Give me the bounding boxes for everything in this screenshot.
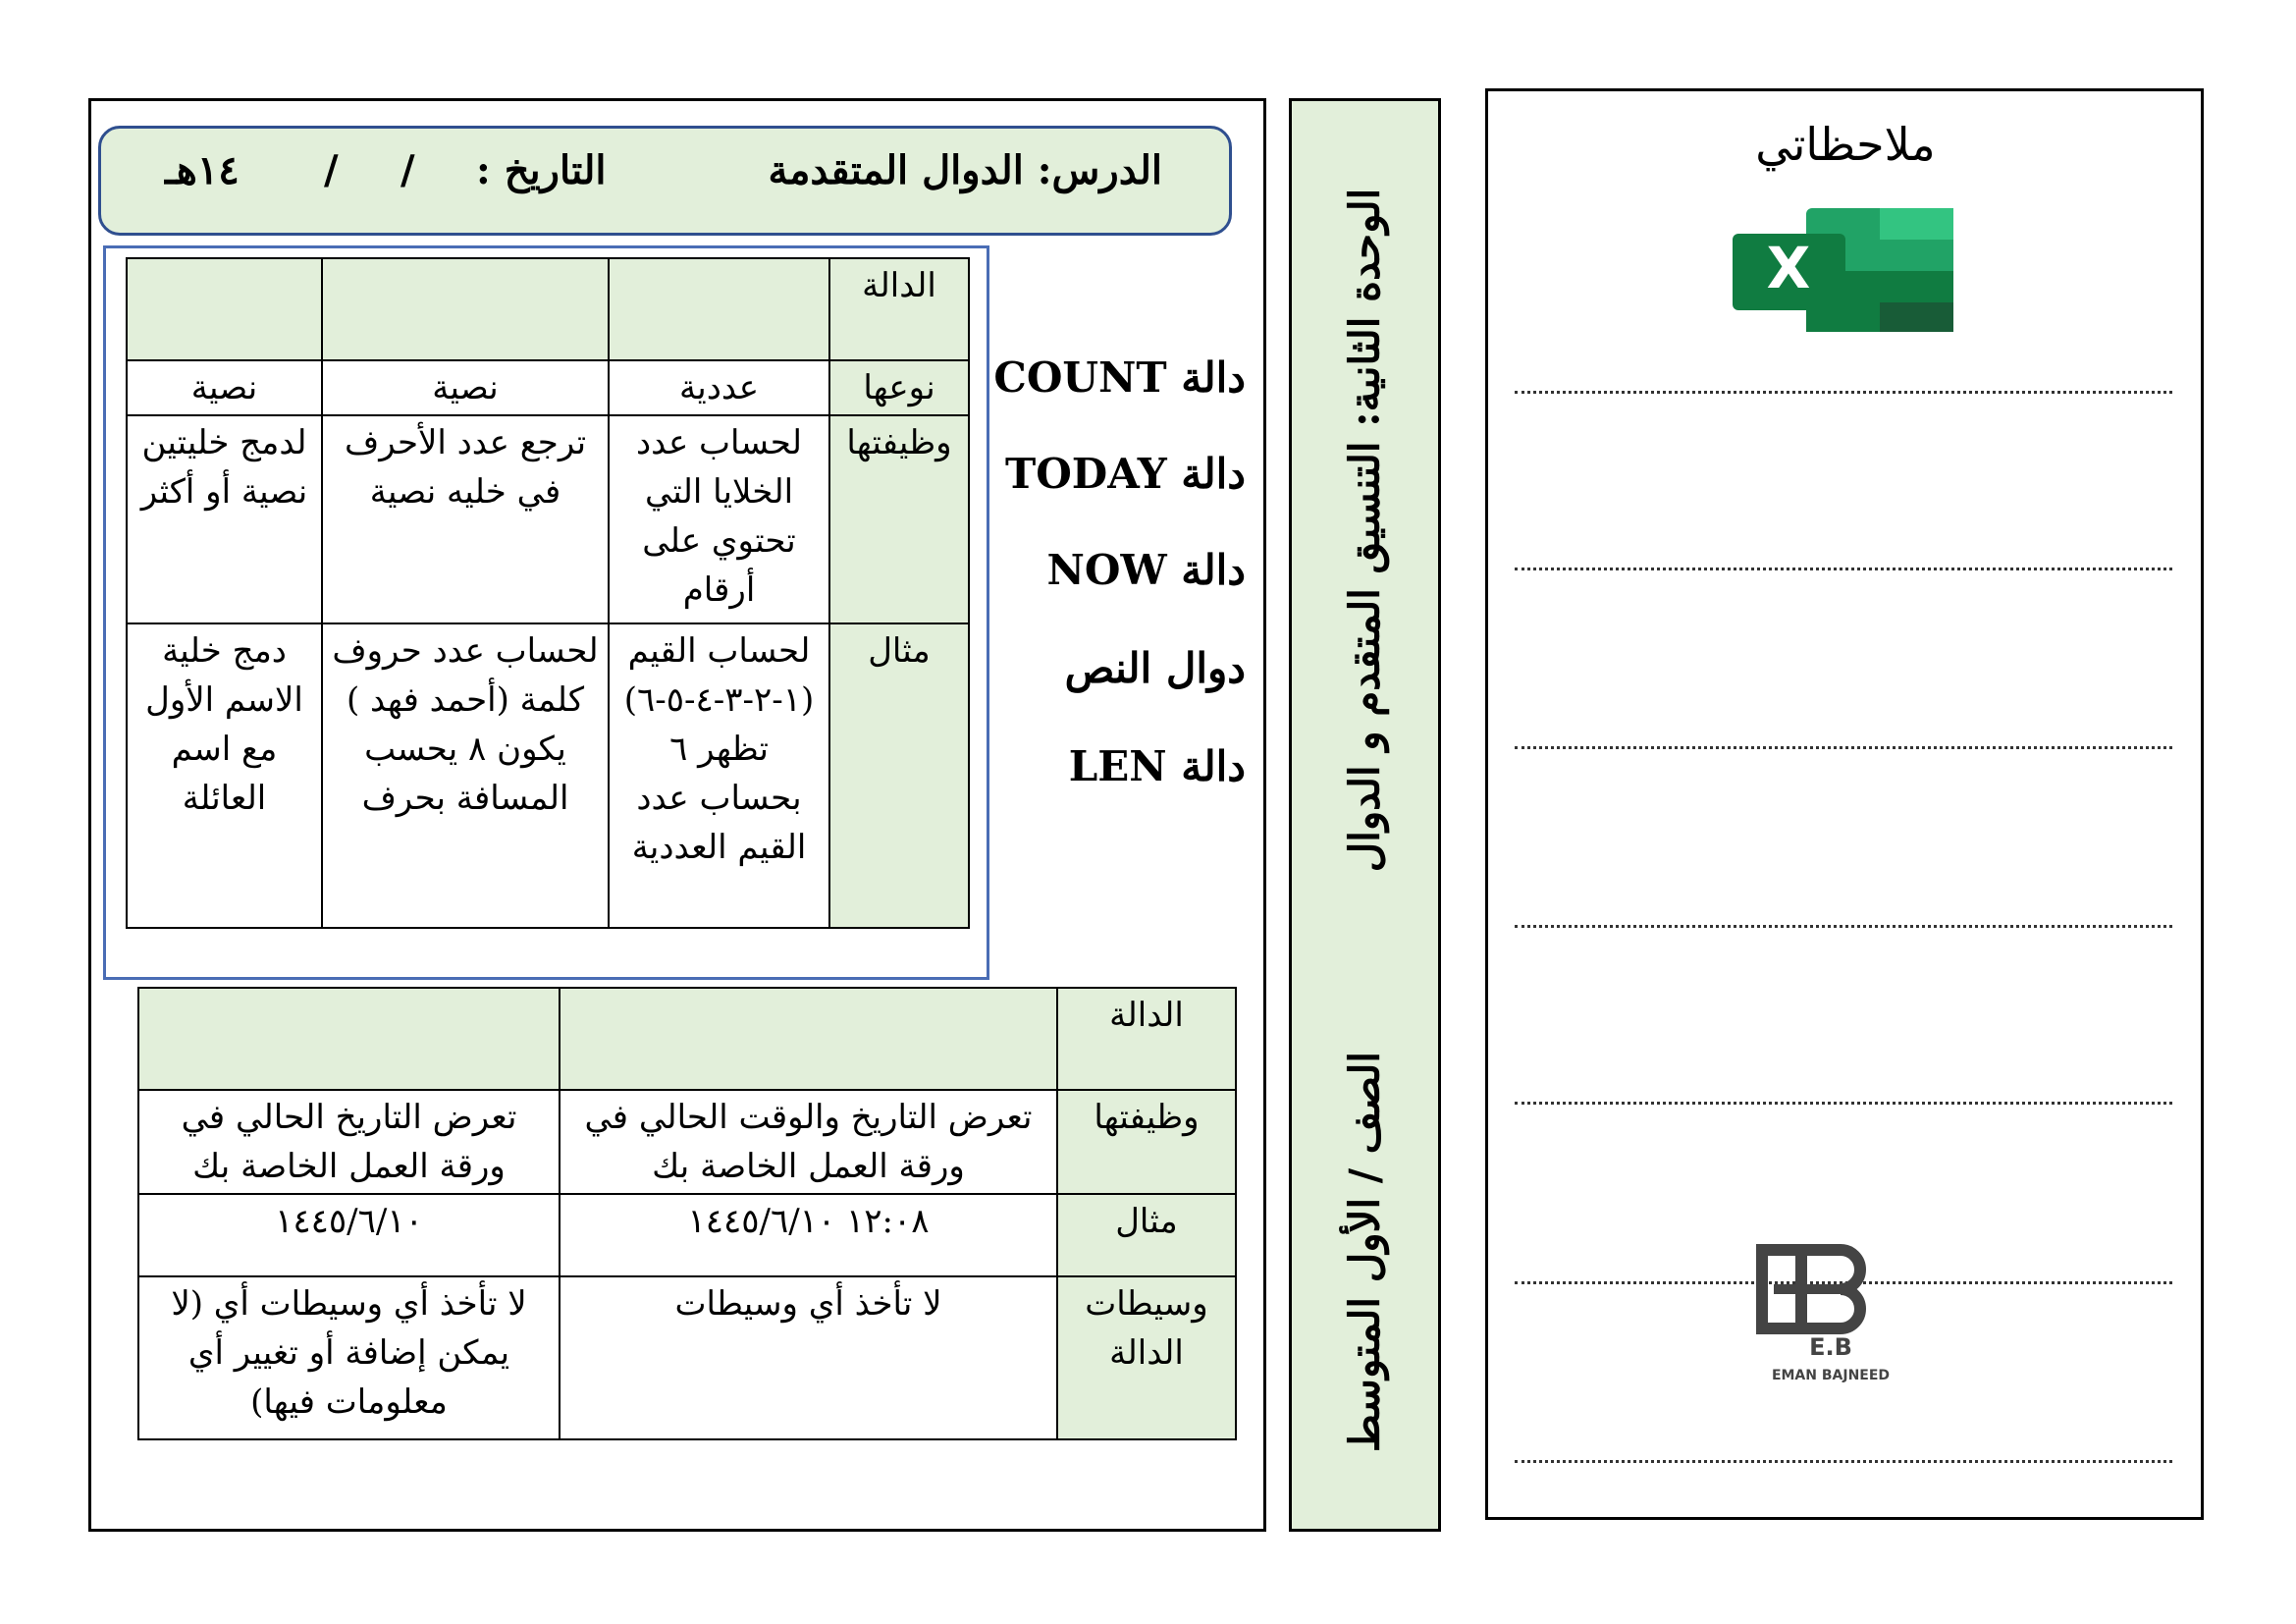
- table-header-cell: [127, 258, 322, 360]
- row-label: وظيفتها: [829, 415, 969, 623]
- table-header-cell: الدالة: [829, 258, 969, 360]
- notes-line: [1515, 568, 2172, 570]
- notes-title: ملاحظاتي: [1755, 118, 1936, 171]
- notes-line: [1515, 1460, 2172, 1463]
- table-cell: لدمج خليتين نصية أو أكثر: [127, 415, 322, 623]
- row-label: نوعها: [829, 360, 969, 415]
- table-header-cell: [609, 258, 829, 360]
- date-functions-table: [137, 987, 1237, 1440]
- grade-title: الصف / الأول المتوسط: [1340, 1051, 1389, 1453]
- table-cell: لحساب عدد حروف كلمة (أحمد فهد ) يكون ٨ يحسب المسافة بحرف: [322, 623, 609, 928]
- row-label: وظيفتها: [1057, 1090, 1236, 1194]
- table-cell: دمج خلية الاسم الأول مع اسم العائلة: [127, 623, 322, 928]
- row-label: مثال: [1057, 1194, 1236, 1276]
- notes-line: [1515, 925, 2172, 928]
- date-separator: /: [324, 147, 339, 193]
- date-label: التاريخ :: [476, 147, 607, 193]
- table-cell: لا تأخذ أي وسيطات أي (لا يمكن إضافة أو تغيير أي معلومات فيها): [138, 1276, 560, 1439]
- table-header-cell: [560, 988, 1057, 1090]
- function-label: دالة NOW: [1046, 546, 1246, 594]
- table-cell: لا تأخذ أي وسيطات: [560, 1276, 1057, 1439]
- date-separator: /: [400, 147, 415, 193]
- table-cell: تعرض التاريخ الحالي في ورقة العمل الخاصة بك: [138, 1090, 560, 1194]
- function-label: دوال النص: [1064, 644, 1246, 692]
- notes-line: [1515, 746, 2172, 749]
- text-functions-table: [126, 257, 970, 929]
- table-cell: ترجع عدد الأحرف في خليه نصية: [322, 415, 609, 623]
- unit-title: الوحدة الثانية: التنسيق المتقدم و الدوال: [1340, 188, 1389, 873]
- row-label: مثال: [829, 623, 969, 928]
- table-cell: نصية: [127, 360, 322, 415]
- table-cell: لحساب القيم (١-٢-٣-٤-٥-٦) تظهر ٦ بحساب عدد القيم العددية: [609, 623, 829, 928]
- logo-caption: EMAN BAJNEED: [1771, 1368, 1891, 1383]
- table-cell: ١٤٤٥/٦/١٠: [138, 1194, 560, 1276]
- table-cell: عددية: [609, 360, 829, 415]
- notes-line: [1515, 391, 2172, 394]
- excel-icon: [1733, 206, 1958, 334]
- eb-logo: [1733, 1242, 1929, 1389]
- notes-line: [1515, 1102, 2172, 1105]
- hijri-year: ١٤هـ: [165, 147, 240, 193]
- table-cell: ١٢:٠٨ ١٤٤٥/٦/١٠: [560, 1194, 1057, 1276]
- lesson-title: الدرس: الدوال المتقدمة: [768, 147, 1162, 193]
- table-header-cell: الدالة: [1057, 988, 1236, 1090]
- table-cell: نصية: [322, 360, 609, 415]
- svg-text:X: X: [1766, 235, 1811, 301]
- function-label: دالة LEN: [1068, 742, 1246, 790]
- logo-letters: E.B: [1809, 1333, 1852, 1361]
- table-cell: لحساب عدد الخلايا التي تحتوي على أرقام: [609, 415, 829, 623]
- table-header-cell: [322, 258, 609, 360]
- function-label: دالة TODAY: [1004, 450, 1246, 498]
- function-label: دالة COUNT: [993, 353, 1246, 402]
- table-header-cell: [138, 988, 560, 1090]
- table-cell: تعرض التاريخ والوقت الحالي في ورقة العمل الخاصة بك: [560, 1090, 1057, 1194]
- row-label: وسيطات الدالة: [1057, 1276, 1236, 1439]
